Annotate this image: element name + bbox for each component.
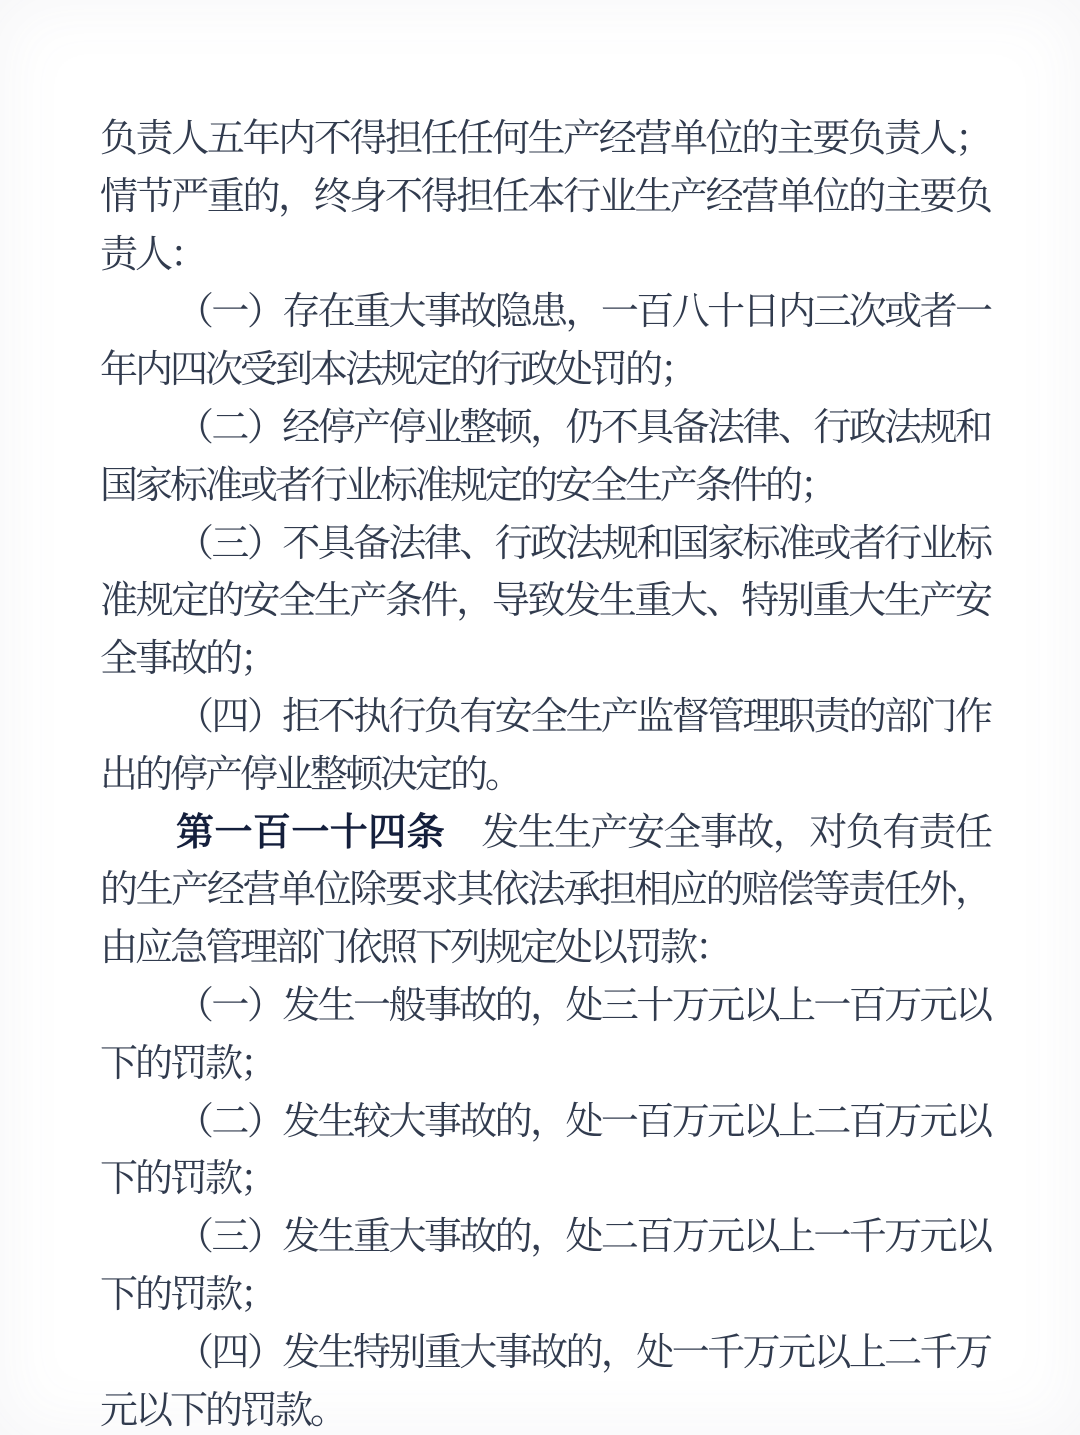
article-paragraph (100, 805, 990, 978)
article-number: 第一百一十四条 (176, 811, 446, 854)
legal-paragraph: （三）不具备法律、行政法规和国家标准或者行业标准规定的安全生产条件，导致发生重大、特别重大生产安全事故的； (100, 522, 990, 681)
legal-paragraph: （二）发生较大事故的，处一百万元以上二百万元以下的罚款； (100, 1100, 990, 1201)
legal-paragraph: （四）拒不执行负有安全生产监督管理职责的部门作出的停产停业整顿决定的。 (100, 695, 990, 796)
document-body (100, 111, 990, 1435)
legal-paragraph: （一）发生一般事故的，处三十万元以上一百万元以下的罚款； (100, 984, 990, 1085)
legal-paragraph: （四）发生特别重大事故的，处一千万元以上二千万元以下的罚款。 (100, 1331, 990, 1432)
paragraph-text: 发生生产安全事故，对负有责任的生产经营单位除要求其依法承担相应的赔偿等责任外，由应急管理部门依照下列规定处以罚款： (100, 811, 990, 970)
legal-paragraph: （三）发生重大事故的，处二百万元以上一千万元以下的罚款； (100, 1216, 990, 1316)
legal-paragraph: 负责人五年内不得担任任何生产经营单位的主要负责人；情节严重的，终身不得担任本行业生产经营单位的主要负责人： (100, 118, 990, 276)
legal-paragraph: （二）经停产停业整顿，仍不具备法律、行政法规和国家标准或者行业标准规定的安全生产条件的； (100, 406, 990, 507)
legal-paragraph: （一）存在重大事故隐患，一百八十日内三次或者一年内四次受到本法规定的行政处罚的； (100, 291, 990, 392)
